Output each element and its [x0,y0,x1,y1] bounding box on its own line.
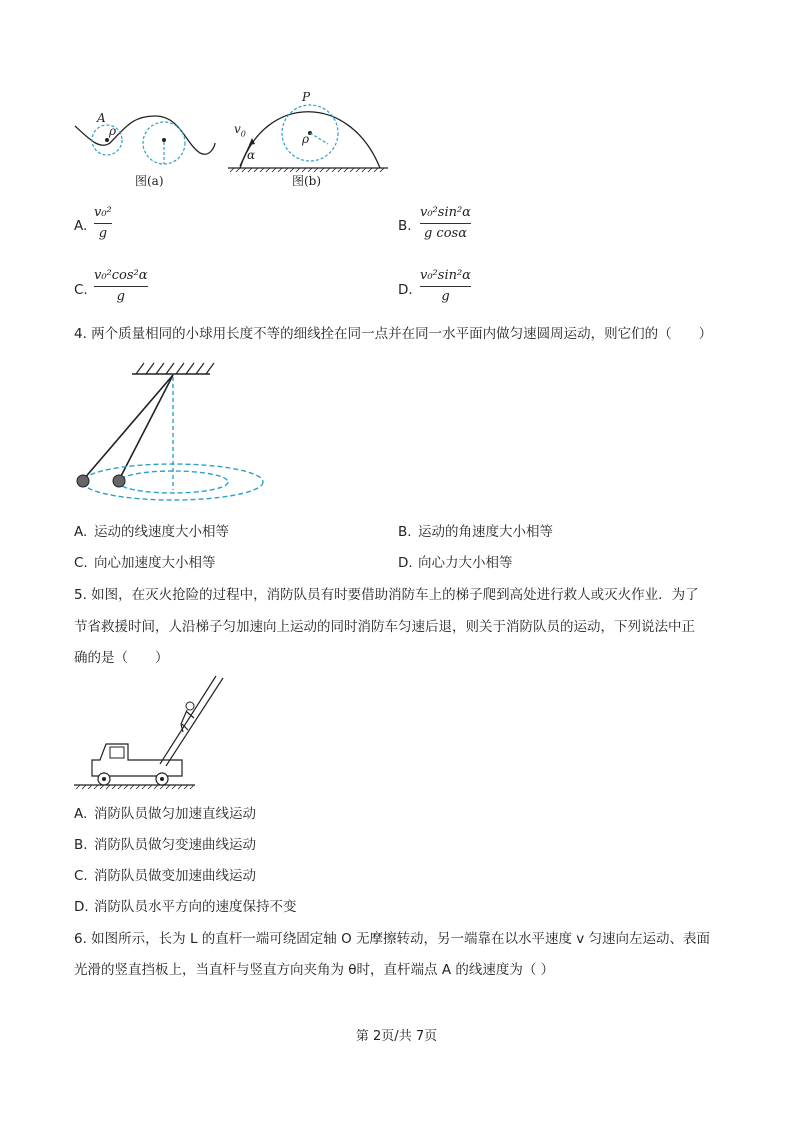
string-long [83,375,173,480]
option-D[interactable]: D. 消防队员水平方向的速度保持不变 [74,899,297,915]
label-v0: $v_0$ [234,122,246,139]
figure-conical-pendulum [70,355,270,505]
option-letter[interactable]: B. [398,218,412,234]
label-rho-a: ρ [109,124,117,138]
q5-stem-line2: 节省救援时间，人沿梯子匀加速向上运动的同时消防车匀速后退，则关于消防队员的运动，下列说法中正 [74,619,695,635]
q5-stem-line1: 5. 如图，在灭火抢险的过程中，消防队员有时要借助消防车上的梯子爬到高处进行救人或灭火作业．为了 [74,587,699,603]
figure-curvature [70,88,400,198]
center-dot-a2 [162,138,166,142]
q6-stem-line2: 光滑的竖直挡板上，当直杆与竖直方向夹角为 θ时，直杆端点 A 的线速度为（ ） [74,962,555,978]
label-alpha: α [247,148,256,162]
figure-fire-truck [70,672,230,794]
q4-stem: 4. 两个质量相同的小球用长度不等的细线拴在同一点并在同一水平面内做匀速圆周运动，则它们的（ ） [74,326,713,342]
caption-a: 图(a) [135,174,164,188]
option-C[interactable]: C. 向心加速度大小相等 [74,555,216,571]
option-A[interactable]: A. 运动的线速度大小相等 [74,524,229,540]
option-D[interactable]: D. 向心力大小相等 [398,555,513,571]
page-number: 第 2页/共 7页 [355,1029,438,1044]
option-letter[interactable]: C. [74,282,88,298]
label-A: A [97,111,106,125]
caption-b: 图(b) [292,174,322,188]
ball-outer [77,475,89,487]
option-fraction[interactable]: v₀² g [94,205,112,241]
q5-stem-line3: 确的是（ ） [74,650,169,666]
ladder-rail-1 [160,676,216,764]
ball-inner [113,475,125,487]
firefighter-head [186,702,194,710]
option-fraction[interactable]: v₀²sin²α g cosα [420,205,471,241]
option-fraction[interactable]: v₀²cos²α g [94,268,148,304]
option-fraction[interactable]: v₀²sin²α g [420,268,471,304]
option-letter[interactable]: D. [398,282,413,298]
option-B[interactable]: B. 运动的角速度大小相等 [398,524,553,540]
wave-curve [75,116,215,154]
label-P: P [302,90,311,104]
ladder-rail-2 [166,678,223,766]
option-letter[interactable]: A. [74,218,88,234]
center-dot-a1 [105,138,109,142]
option-A[interactable]: A. 消防队员做匀加速直线运动 [74,806,256,822]
label-rho-b: ρ [302,132,310,146]
truck-body [92,744,182,776]
option-B[interactable]: B. 消防队员做匀变速曲线运动 [74,837,256,853]
option-C[interactable]: C. 消防队员做变加速曲线运动 [74,868,256,884]
projectile-arc [240,112,380,168]
q6-stem-line1: 6. 如图所示，长为 L 的直杆一端可绕固定轴 O 无摩擦转动，另一端靠在以水平速度 v 匀速向左运动、表面 [74,931,711,947]
